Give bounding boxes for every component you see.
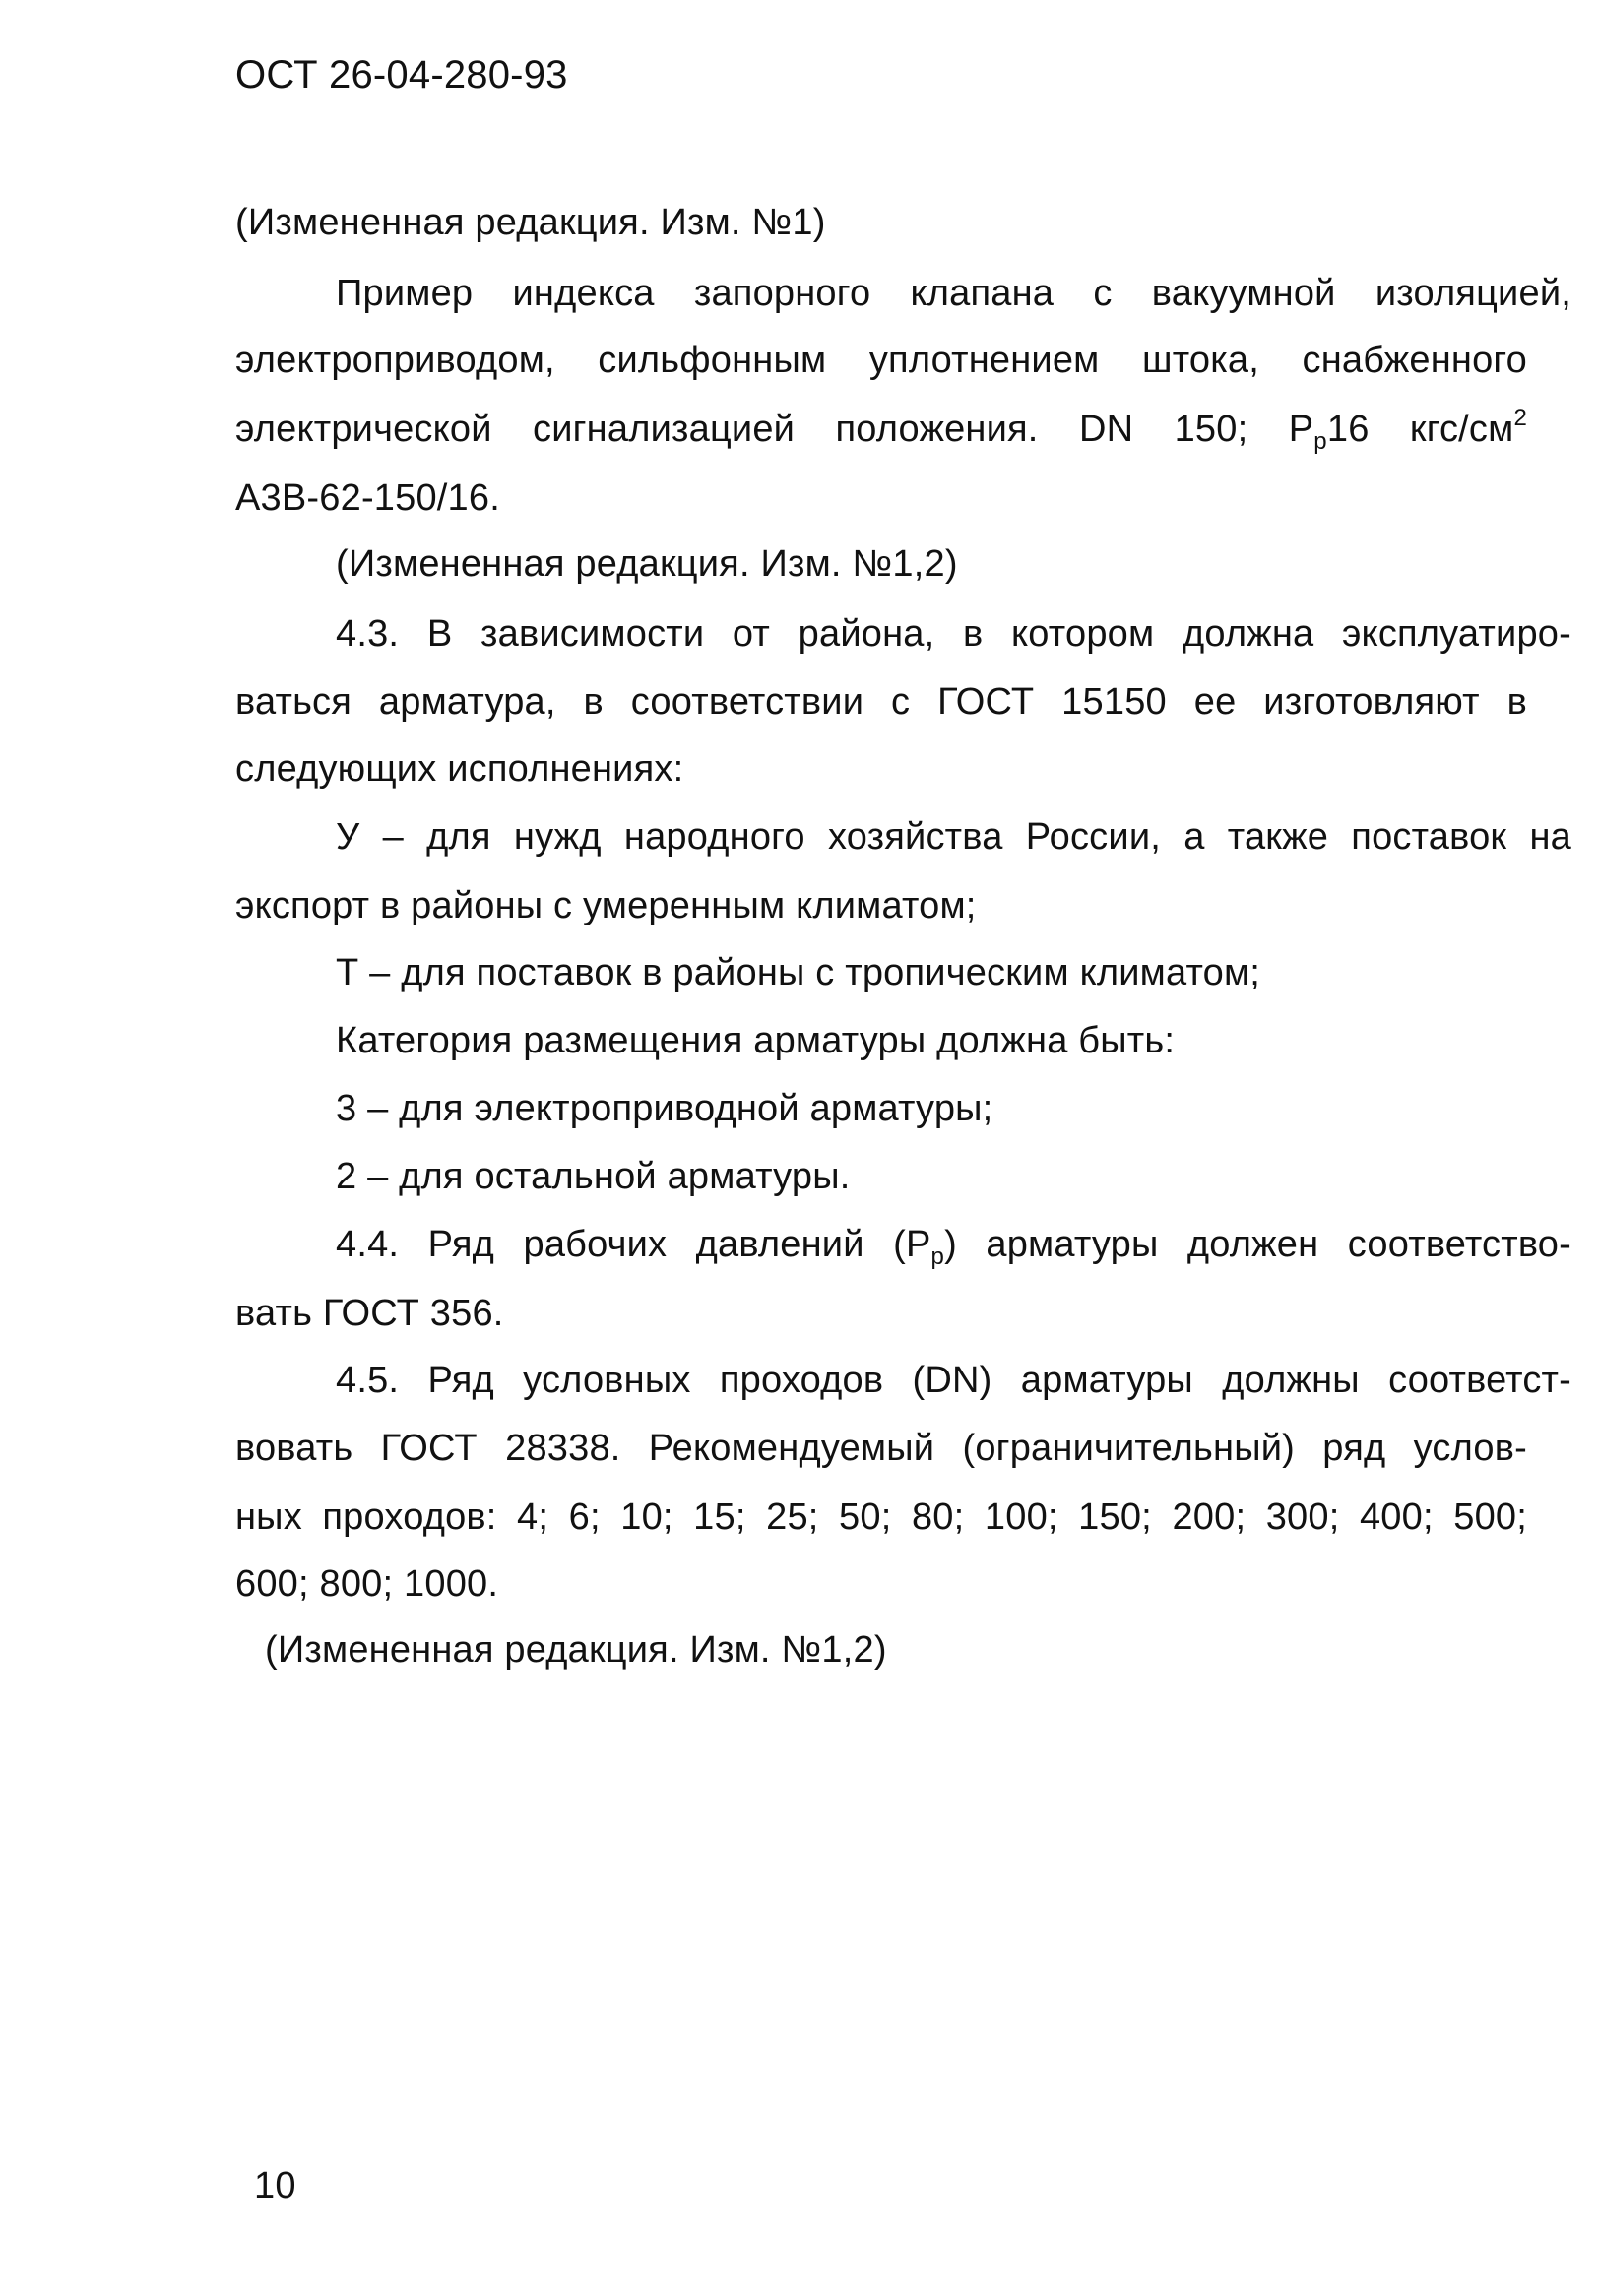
- clause-4-4-line-1: [336, 1221, 1571, 1268]
- revision-note: (Измененная редакция. Изм. №1,2): [265, 1629, 887, 1671]
- clause-4-4-text-a: 4.4. Ряд рабочих давлений (P: [336, 1224, 931, 1265]
- placement-category-2: 2 – для остальной арматуры.: [336, 1156, 851, 1197]
- revision-note: (Измененная редакция. Изм. №1,2): [336, 543, 958, 585]
- clause-4-5-line-4: 600; 800; 1000.: [235, 1563, 499, 1605]
- example-line-3-text: электрической сигнализацией положения. DN 150; P: [235, 409, 1314, 450]
- placement-category-heading: Категория размещения арматуры должна быть:: [336, 1020, 1176, 1061]
- unit-superscript: 2: [1513, 405, 1527, 431]
- clause-4-5-line-3: ных проходов: 4; 6; 10; 15; 25; 50; 80; 100; 150; 200; 300; 400; 500;: [235, 1497, 1527, 1538]
- climate-u-line-2: экспорт в районы с умеренным климатом;: [235, 885, 977, 926]
- pressure-subscript: р: [1313, 428, 1327, 455]
- page-number: 10: [254, 2165, 296, 2206]
- clause-4-3-line-1: 4.3. В зависимости от района, в котором должна эксплуатиро-: [336, 613, 1571, 655]
- clause-4-3-line-2: ваться арматура, в соответствии с ГОСТ 15150 ее изготовляют в: [235, 681, 1527, 723]
- revision-note: (Измененная редакция. Изм. №1): [235, 202, 826, 243]
- climate-t-line: Т – для поставок в районы с тропическим климатом;: [336, 952, 1261, 993]
- example-index: А3В-62-150/16.: [235, 478, 500, 519]
- example-line-2: электроприводом, сильфонным уплотнением штока, снабженного: [235, 340, 1527, 381]
- example-line-1: Пример индекса запорного клапана с вакуумной изоляцией,: [336, 273, 1571, 314]
- pressure-subscript: р: [930, 1244, 945, 1270]
- placement-category-3: 3 – для электроприводной арматуры;: [336, 1088, 993, 1129]
- example-line-3-unit: 16 кгс/см: [1326, 409, 1514, 450]
- climate-u-line-1: У – для нужд народного хозяйства России, а также поставок на: [336, 816, 1571, 858]
- example-line-3: [235, 406, 1527, 453]
- clause-4-3-line-3: следующих исполнениях:: [235, 748, 684, 790]
- document-header: ОСТ 26-04-280-93: [235, 53, 568, 96]
- clause-4-4-line-2: вать ГОСТ 356.: [235, 1293, 504, 1334]
- clause-4-4-text-b: ) арматуры должен соответство-: [944, 1224, 1571, 1265]
- clause-4-5-line-2: вовать ГОСТ 28338. Рекомендуемый (ограничительный) ряд услов-: [235, 1428, 1527, 1469]
- clause-4-5-line-1: 4.5. Ряд условных проходов (DN) арматуры должны соответст-: [336, 1360, 1571, 1401]
